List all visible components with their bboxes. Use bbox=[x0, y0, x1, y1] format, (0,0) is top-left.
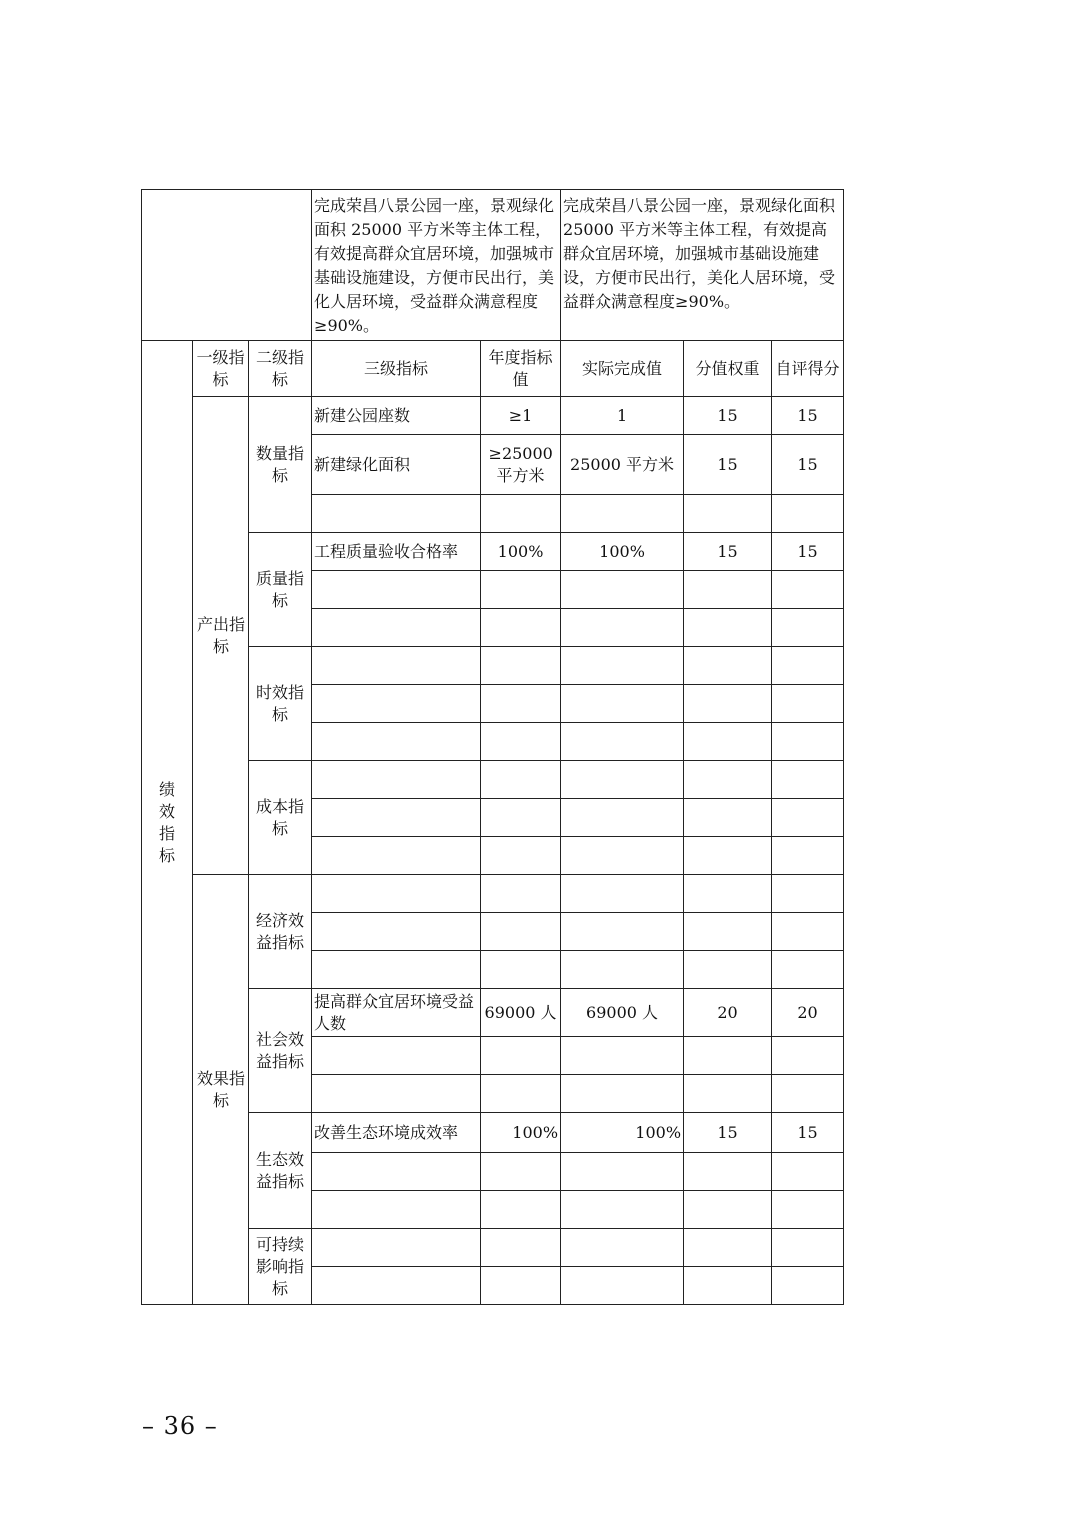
goal-label-cell bbox=[142, 190, 312, 341]
header-annual-target: 年度指标值 bbox=[481, 341, 561, 397]
page-number: – 36 – bbox=[142, 1412, 218, 1440]
weight: 15 bbox=[684, 1113, 772, 1153]
annual-target: 100% bbox=[481, 1113, 561, 1153]
header-weight: 分值权重 bbox=[684, 341, 772, 397]
actual-value: 69000 人 bbox=[561, 989, 684, 1037]
annual-target: 69000 人 bbox=[481, 989, 561, 1037]
table-row bbox=[142, 875, 844, 913]
level2-quality: 质量指标 bbox=[249, 533, 312, 647]
header-row bbox=[142, 341, 844, 397]
goal-row bbox=[142, 190, 844, 341]
indicator-name: 新建公园座数 bbox=[312, 397, 481, 435]
weight: 15 bbox=[684, 397, 772, 435]
actual-value: 100% bbox=[561, 1113, 684, 1153]
level2-social: 社会效益指标 bbox=[249, 989, 312, 1113]
indicator-name: 提高群众宜居环境受益人数 bbox=[312, 989, 481, 1037]
indicator-name: 改善生态环境成效率 bbox=[312, 1113, 481, 1153]
self-score: 15 bbox=[772, 533, 844, 571]
actual-value: 1 bbox=[561, 397, 684, 435]
self-score: 15 bbox=[772, 435, 844, 495]
annual-target: ≥25000平方米 bbox=[481, 435, 561, 495]
goal-actual-cell: 完成荣昌八景公园一座，景观绿化面积 25000 平方米等主体工程，有效提高群众宜居环境，加强城市基础设施建设，方便市民出行，美化人居环境，受益群众满意程度≥90%。 bbox=[561, 190, 844, 341]
header-level3: 三级指标 bbox=[312, 341, 481, 397]
annual-target: ≥1 bbox=[481, 397, 561, 435]
performance-table bbox=[141, 189, 844, 1305]
weight: 20 bbox=[684, 989, 772, 1037]
self-score: 15 bbox=[772, 1113, 844, 1153]
level2-sustainability: 可持续影响指标 bbox=[249, 1229, 312, 1305]
actual-value: 25000 平方米 bbox=[561, 435, 684, 495]
perf-indicator-label: 绩效指标 bbox=[142, 341, 193, 1305]
weight: 15 bbox=[684, 435, 772, 495]
level2-time: 时效指标 bbox=[249, 647, 312, 761]
level2-cost: 成本指标 bbox=[249, 761, 312, 875]
weight: 15 bbox=[684, 533, 772, 571]
level1-effect: 效果指标 bbox=[193, 875, 249, 1305]
level1-output: 产出指标 bbox=[193, 397, 249, 875]
header-self-score: 自评得分 bbox=[772, 341, 844, 397]
level2-economic: 经济效益指标 bbox=[249, 875, 312, 989]
goal-planned-cell: 完成荣昌八景公园一座，景观绿化面积 25000 平方米等主体工程，有效提高群众宜居环境，加强城市基础设施建设，方便市民出行，美化人居环境，受益群众满意程度≥90%。 bbox=[312, 190, 561, 341]
actual-value: 100% bbox=[561, 533, 684, 571]
indicator-name: 工程质量验收合格率 bbox=[312, 533, 481, 571]
level2-quantity: 数量指标 bbox=[249, 397, 312, 533]
self-score: 20 bbox=[772, 989, 844, 1037]
header-level2: 二级指标 bbox=[249, 341, 312, 397]
header-level1: 一级指标 bbox=[193, 341, 249, 397]
table-row bbox=[142, 397, 844, 435]
self-score: 15 bbox=[772, 397, 844, 435]
annual-target: 100% bbox=[481, 533, 561, 571]
level2-ecological: 生态效益指标 bbox=[249, 1113, 312, 1229]
header-actual-value: 实际完成值 bbox=[561, 341, 684, 397]
indicator-name: 新建绿化面积 bbox=[312, 435, 481, 495]
